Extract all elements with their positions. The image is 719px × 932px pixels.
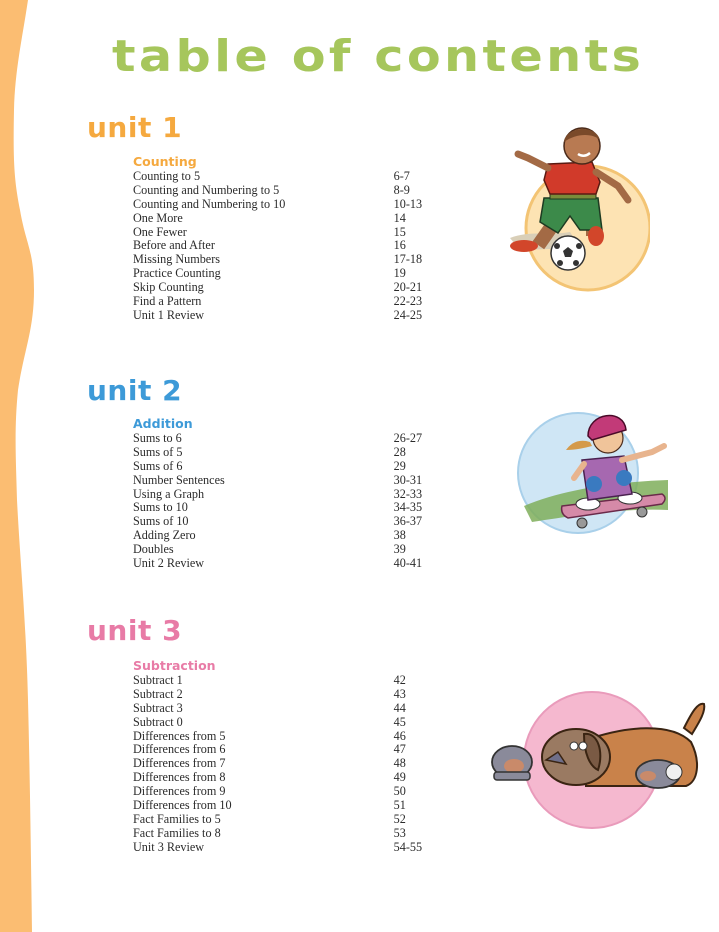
toc-entry-pages: 44 xyxy=(393,700,406,715)
toc-entry[interactable] xyxy=(133,226,433,240)
toc-entry-pages: 17-18 xyxy=(393,252,423,267)
unit-1-section-label: Counting xyxy=(133,154,197,169)
toc-entry-pages: 20-21 xyxy=(393,280,423,295)
toc-entry-pages: 24-25 xyxy=(393,307,423,322)
toc-entry[interactable] xyxy=(133,543,433,557)
toc-entry-pages: 10-13 xyxy=(393,196,423,211)
toc-entry[interactable] xyxy=(133,253,433,267)
unit-1-toc-list xyxy=(133,170,433,323)
toc-entry-pages: 29 xyxy=(393,458,406,473)
unit-2-toc-list xyxy=(133,432,433,571)
page-title: table of contents xyxy=(112,31,645,82)
toc-entry[interactable] xyxy=(133,281,433,295)
toc-entry[interactable] xyxy=(133,702,433,716)
toc-entry-label: One Fewer xyxy=(133,224,187,239)
toc-entry-label: Counting and Numbering to 10 xyxy=(133,196,286,211)
toc-entry-pages: 16 xyxy=(393,238,406,253)
toc-entry-label: Differences from 7 xyxy=(133,756,226,771)
toc-entry[interactable] xyxy=(133,198,433,212)
toc-entry-label: Differences from 5 xyxy=(133,728,226,743)
toc-entry-pages: 14 xyxy=(393,210,406,225)
toc-entry-label: Using a Graph xyxy=(133,486,205,501)
toc-entry-pages: 22-23 xyxy=(393,294,423,309)
toc-entry-pages: 32-33 xyxy=(393,486,423,501)
toc-entry[interactable] xyxy=(133,785,433,799)
toc-entry[interactable] xyxy=(133,688,433,702)
toc-entry[interactable] xyxy=(133,743,433,757)
toc-entry-pages: 28 xyxy=(393,444,406,459)
toc-entry-label: Find a Pattern xyxy=(133,294,202,309)
toc-entry-label: Sums of 10 xyxy=(133,514,189,529)
toc-entry-pages: 51 xyxy=(393,798,406,813)
toc-entry[interactable] xyxy=(133,212,433,226)
toc-entry[interactable] xyxy=(133,557,433,571)
toc-entry-label: Sums of 5 xyxy=(133,444,183,459)
toc-entry-label: Counting to 5 xyxy=(133,169,201,183)
toc-entry[interactable] xyxy=(133,827,433,841)
toc-entry-pages: 26-27 xyxy=(393,431,423,445)
dogs-illustration xyxy=(486,682,711,832)
toc-entry-pages: 19 xyxy=(393,266,406,281)
toc-entry-label: Differences from 10 xyxy=(133,798,232,813)
toc-entry-label: Subtract 0 xyxy=(133,714,183,729)
toc-entry-label: Subtract 2 xyxy=(133,686,183,701)
toc-entry-label: Sums to 10 xyxy=(133,500,188,515)
toc-entry-label: Sums of 6 xyxy=(133,458,183,473)
toc-entry[interactable] xyxy=(133,184,433,198)
toc-entry[interactable] xyxy=(133,757,433,771)
toc-entry[interactable] xyxy=(133,460,433,474)
toc-entry-pages: 39 xyxy=(393,542,406,557)
toc-entry-pages: 53 xyxy=(393,825,406,840)
toc-entry[interactable] xyxy=(133,716,433,730)
toc-entry-label: Unit 2 Review xyxy=(133,556,205,571)
toc-entry-pages: 42 xyxy=(393,673,406,687)
toc-entry-label: Differences from 8 xyxy=(133,770,226,785)
toc-entry-pages: 6-7 xyxy=(393,169,410,183)
toc-entry-label: Practice Counting xyxy=(133,266,221,281)
toc-entry-label: Fact Families to 8 xyxy=(133,825,221,840)
toc-entry[interactable] xyxy=(133,446,433,460)
toc-entry-pages: 45 xyxy=(393,714,406,729)
unit-3-heading: unit 3 xyxy=(87,614,183,647)
toc-entry[interactable] xyxy=(133,295,433,309)
toc-entry[interactable] xyxy=(133,432,433,446)
toc-entry-pages: 47 xyxy=(393,742,406,757)
toc-entry-label: Fact Families to 5 xyxy=(133,811,221,826)
toc-entry-pages: 48 xyxy=(393,756,406,771)
toc-entry-pages: 40-41 xyxy=(393,556,423,571)
unit-3-toc-list xyxy=(133,674,433,855)
toc-entry-label: Doubles xyxy=(133,542,174,557)
toc-entry[interactable] xyxy=(133,813,433,827)
toc-entry-label: One More xyxy=(133,210,183,225)
toc-entry-label: Subtract 1 xyxy=(133,673,183,687)
toc-entry-pages: 36-37 xyxy=(393,514,423,529)
toc-entry-label: Sums to 6 xyxy=(133,431,182,445)
toc-entry[interactable] xyxy=(133,239,433,253)
soccer-boy-illustration xyxy=(500,118,650,293)
unit-2-section-label: Addition xyxy=(133,416,193,431)
toc-entry-label: Before and After xyxy=(133,238,215,253)
toc-entry[interactable] xyxy=(133,501,433,515)
toc-entry-label: Differences from 9 xyxy=(133,784,226,799)
toc-entry-label: Adding Zero xyxy=(133,528,196,543)
toc-entry[interactable] xyxy=(133,474,433,488)
unit-2-heading: unit 2 xyxy=(87,374,183,407)
toc-entry-pages: 34-35 xyxy=(393,500,423,515)
toc-entry-pages: 52 xyxy=(393,811,406,826)
toc-entry-label: Number Sentences xyxy=(133,472,225,487)
toc-entry-label: Missing Numbers xyxy=(133,252,221,267)
toc-entry[interactable] xyxy=(133,730,433,744)
skateboard-girl-illustration xyxy=(512,398,672,548)
toc-entry-label: Subtract 3 xyxy=(133,700,183,715)
toc-entry[interactable] xyxy=(133,674,433,688)
unit-1-heading: unit 1 xyxy=(87,111,183,144)
toc-entry-pages: 46 xyxy=(393,728,406,743)
toc-entry-pages: 50 xyxy=(393,784,406,799)
toc-entry[interactable] xyxy=(133,799,433,813)
toc-entry[interactable] xyxy=(133,841,433,855)
toc-entry-pages: 54-55 xyxy=(393,839,423,854)
toc-entry-pages: 43 xyxy=(393,686,406,701)
unit-3-section-label: Subtraction xyxy=(133,658,216,673)
toc-entry[interactable] xyxy=(133,267,433,281)
toc-entry-label: Counting and Numbering to 5 xyxy=(133,182,280,197)
toc-entry-label: Unit 1 Review xyxy=(133,307,205,322)
toc-entry-pages: 15 xyxy=(393,224,406,239)
toc-entry[interactable] xyxy=(133,488,433,502)
toc-entry-pages: 49 xyxy=(393,770,406,785)
toc-entry-label: Unit 3 Review xyxy=(133,839,205,854)
toc-entry[interactable] xyxy=(133,529,433,543)
toc-entry-label: Differences from 6 xyxy=(133,742,226,757)
toc-entry[interactable] xyxy=(133,515,433,529)
decorative-margin-band xyxy=(0,0,60,932)
toc-entry-pages: 30-31 xyxy=(393,472,423,487)
toc-entry[interactable] xyxy=(133,170,433,184)
toc-entry-label: Skip Counting xyxy=(133,280,204,295)
toc-entry-pages: 38 xyxy=(393,528,406,543)
toc-entry[interactable] xyxy=(133,771,433,785)
toc-entry[interactable] xyxy=(133,309,433,323)
toc-entry-pages: 8-9 xyxy=(393,182,410,197)
